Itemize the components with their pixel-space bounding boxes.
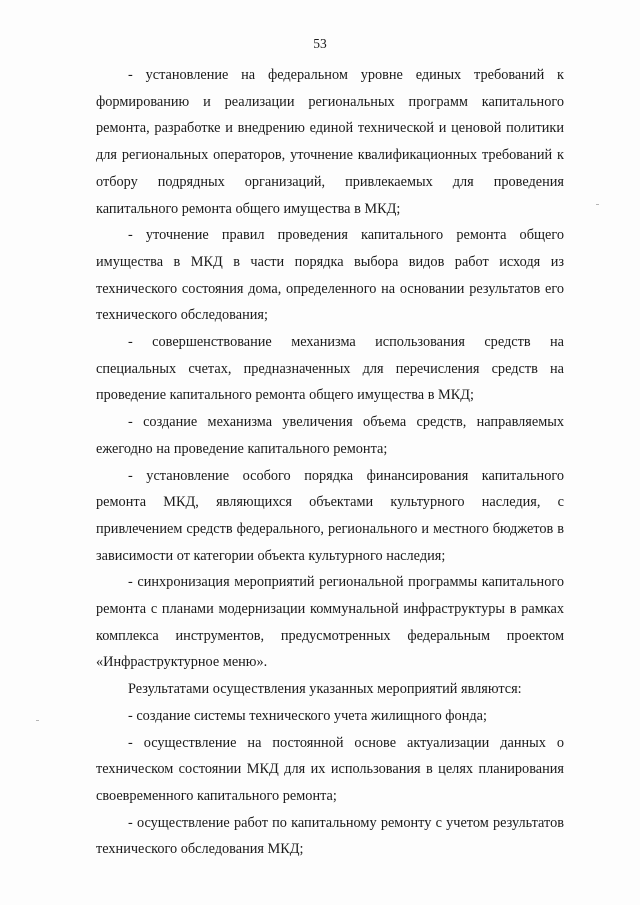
paragraph-9: - осуществление на постоянной основе актуализации данных о техническом состоянии МКД для их использования в целях планирования своевременного капитального ремонта; xyxy=(96,734,564,804)
page-number: 53 xyxy=(313,36,327,51)
paragraph-7: Результатами осуществления указанных мероприятий являются: xyxy=(128,681,522,698)
paragraph-1: - установление на федеральном уровне единых требований к формированию и реализации региональных программ капитального ремонта, разработке и внедрению единой технической и ценовой политики для региональных операторов, уточнение квалификационных требований к отбору подрядных организаций, привлекаемых для проведения капитального ремонта общего имущества в МКД; xyxy=(96,67,564,217)
paragraph-4: - создание механизма увеличения объема средств, направляемых ежегодно на проведение капитального ремонта; xyxy=(96,414,564,457)
scan-artifact xyxy=(36,720,39,721)
page-body xyxy=(96,62,564,863)
paragraph-2: - уточнение правил проведения капитального ремонта общего имущества в МКД в части порядка выбора видов работ исходя из технического состояния дома, определенного на основании результатов его технического обследования; xyxy=(96,227,564,324)
paragraph-3: - совершенствование механизма использования средств на специальных счетах, предназначенных для перечисления средств на проведение капитального ремонта общего имущества в МКД; xyxy=(96,334,564,404)
paragraph-6: - синхронизация мероприятий региональной программы капитального ремонта с планами модернизации коммунальной инфраструктуры в рамках комплекса инструментов, предусмотренных федеральным проектом «Инфраструктурное меню». xyxy=(96,574,564,671)
paragraph-5: - установление особого порядка финансирования капитального ремонта МКД, являющихся объектами культурного наследия, с привлечением средств федерального, регионального и местного бюджетов в зависимости от категории объекта культурного наследия; xyxy=(96,467,564,564)
paragraph-8: - создание системы технического учета жилищного фонда; xyxy=(128,707,487,724)
paragraph-10: - осуществление работ по капитальному ремонту с учетом результатов технического обследования МКД; xyxy=(96,814,564,858)
scan-artifact xyxy=(596,204,599,205)
